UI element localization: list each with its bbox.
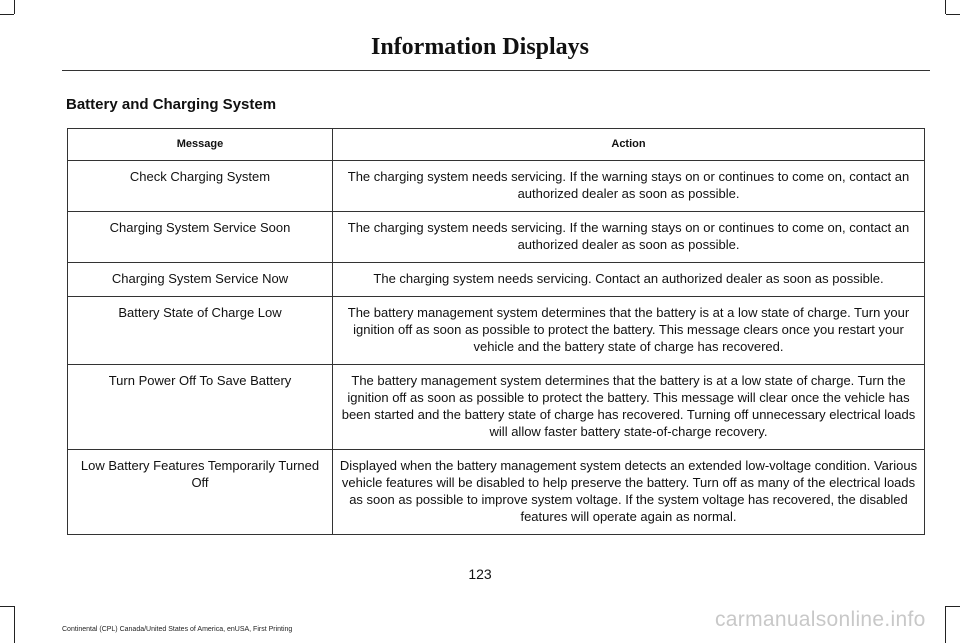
crop-mark-bottom-left-v xyxy=(14,606,15,643)
table-header-row xyxy=(68,129,925,161)
table-row xyxy=(68,161,925,212)
table-row xyxy=(68,263,925,297)
crop-mark-bottom-right-v xyxy=(945,606,946,643)
action-cell: The battery management system determines that the battery is at a low state of charge. Turn your ignition off as soon as possible to protect the battery. This message clears once you restart your vehicle and the battery state of charge has recovered. xyxy=(333,297,925,365)
section-heading: Battery and Charging System xyxy=(66,96,277,113)
crop-mark-top-left-v xyxy=(14,0,15,14)
column-header-message: Message xyxy=(68,129,333,161)
message-cell: Charging System Service Soon xyxy=(68,212,333,263)
action-cell: The battery management system determines that the battery is at a low state of charge. Turn the ignition off as soon as possible to protect the battery. This message will clear once the vehicle has been started and the battery state of charge has recovered. Turning off unnecessary electrical loads will allow faster battery state-of-charge recovery. xyxy=(333,365,925,450)
action-cell: Displayed when the battery management system detects an extended low-voltage condition. Various vehicle features will be disabled to help preserve the battery. Turn off as many of the electrical loads as soon as possible to improve system voltage. If the system voltage has recovered, the disabled features will operate again as normal. xyxy=(333,450,925,535)
crop-mark-top-right-v xyxy=(945,0,946,14)
message-cell: Check Charging System xyxy=(68,161,333,212)
message-table xyxy=(67,128,925,535)
message-cell: Battery State of Charge Low xyxy=(68,297,333,365)
message-cell: Turn Power Off To Save Battery xyxy=(68,365,333,450)
crop-mark-top-left-h xyxy=(0,14,14,15)
message-cell: Charging System Service Now xyxy=(68,263,333,297)
watermark: carmanualsonline.info xyxy=(715,608,926,631)
table-row xyxy=(68,212,925,263)
page-header-title: Information Displays xyxy=(370,34,590,60)
action-cell: The charging system needs servicing. Contact an authorized dealer as soon as possible. xyxy=(333,263,925,297)
crop-mark-bottom-left-h xyxy=(0,606,14,607)
column-header-action: Action xyxy=(333,129,925,161)
table-row xyxy=(68,450,925,535)
header-divider xyxy=(62,70,930,71)
action-cell: The charging system needs servicing. If the warning stays on or continues to come on, contact an authorized dealer as soon as possible. xyxy=(333,161,925,212)
table-row xyxy=(68,297,925,365)
footer-printing-note: Continental (CPL) Canada/United States of America, enUSA, First Printing xyxy=(62,626,293,633)
action-cell: The charging system needs servicing. If the warning stays on or continues to come on, contact an authorized dealer as soon as possible. xyxy=(333,212,925,263)
table-row xyxy=(68,365,925,450)
message-cell: Low Battery Features Temporarily Turned Off xyxy=(68,450,333,535)
crop-mark-top-right-h xyxy=(946,14,960,15)
crop-mark-bottom-right-h xyxy=(946,606,960,607)
page-number: 123 xyxy=(468,566,492,582)
